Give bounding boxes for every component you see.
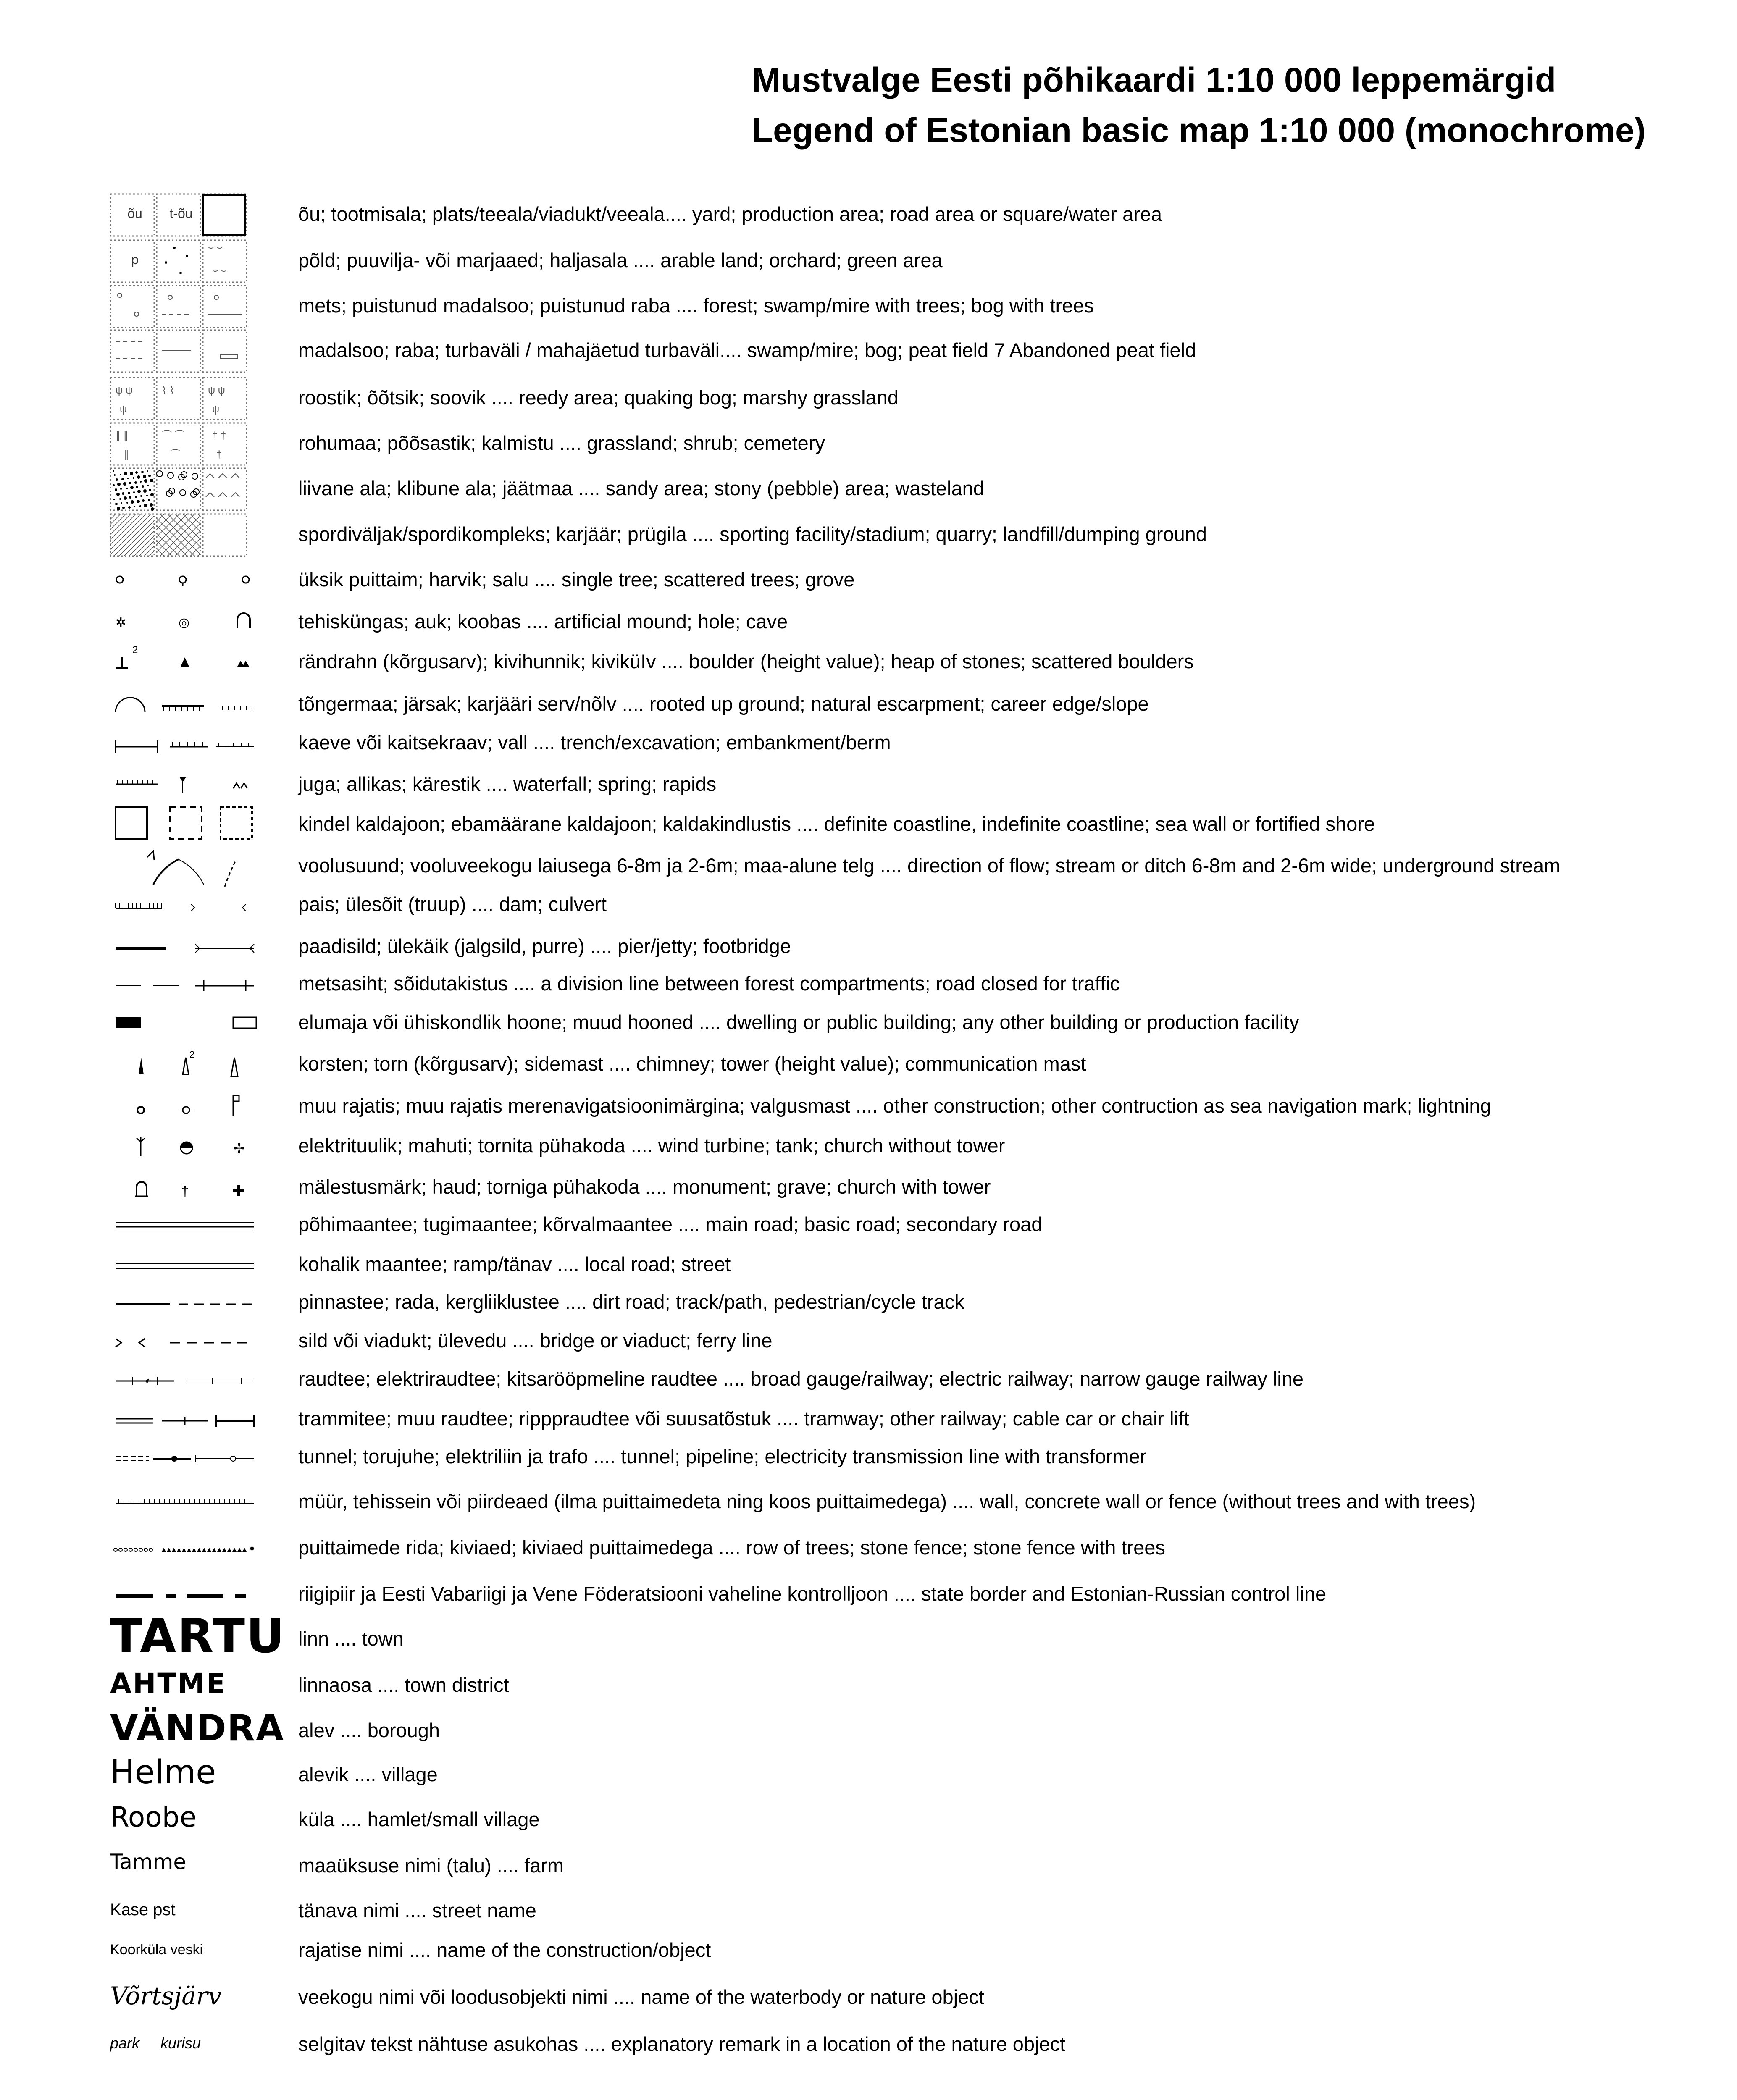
name-description: rajatise nimi .... name of the construction/object xyxy=(298,1939,711,1961)
svg-text:ψ: ψ xyxy=(212,404,220,415)
legend-description: metsasiht; sõidutakistus .... a division line between forest compartments; road closed for traffic xyxy=(298,972,1120,995)
svg-text:⌒: ⌒ xyxy=(170,449,180,460)
svg-text:2: 2 xyxy=(132,644,138,656)
legend-description: rohumaa; põõsastik; kalmistu .... grassland; shrub; cemetery xyxy=(298,432,825,454)
place-name-sample: Koorküla veski xyxy=(110,1942,203,1958)
place-name-sample: AHTME xyxy=(110,1667,227,1700)
legend-description: trammitee; muu raudtee; ripppraudtee või suusatõstuk .... tramway; other railway; cable car or chair lift xyxy=(298,1407,1190,1430)
ln-dirtroad-symbol xyxy=(107,1281,258,1323)
ln-dam-symbol xyxy=(107,883,258,925)
svg-text:✲: ✲ xyxy=(116,616,126,630)
legend-description: puittaimede rida; kiviaed; kiviaed puittaimedega .... row of trees; stone fence; stone fence with trees xyxy=(298,1536,1165,1559)
svg-text:†: † xyxy=(216,449,222,460)
svg-text:⌣ ⌣: ⌣ ⌣ xyxy=(212,265,227,275)
legend-description: tõngermaa; järsak; karjääri serv/nõlv .... rooted up ground; natural escarpment; career edge/slope xyxy=(298,693,1149,715)
area-sample-label: p xyxy=(131,252,139,267)
pt-boulder-symbol xyxy=(107,640,258,682)
svg-text:∥ ∥: ∥ ∥ xyxy=(116,430,129,441)
svg-text:✚: ✚ xyxy=(232,1182,245,1200)
svg-text:ψ ψ: ψ ψ xyxy=(116,385,133,396)
svg-text:⌣ ⌣: ⌣ ⌣ xyxy=(208,242,223,252)
ln-pier-symbol xyxy=(107,925,258,967)
area-sand-symbol xyxy=(107,467,258,509)
svg-text:†: † xyxy=(181,1184,189,1200)
place-name-sample: VÄNDRA xyxy=(110,1707,285,1749)
legend-description: mets; puistunud madalsoo; puistunud raba .... forest; swamp/mire with trees; bog with trees xyxy=(298,294,1094,317)
area-forest-symbol xyxy=(107,285,258,327)
legend-description: elektrituulik; mahuti; tornita pühakoda .... wind turbine; tank; church without tower xyxy=(298,1134,1005,1157)
legend-description: roostik; õõtsik; soovik .... reedy area; quaking bog; marshy grassland xyxy=(298,386,899,409)
name-description: alevik .... village xyxy=(298,1763,438,1785)
legend-description: riigipiir ja Eesti Vabariigi ja Vene Föderatsiooni vaheline kontrolljoon .... state border and Estonian-Russian control line xyxy=(298,1583,1327,1605)
ln-localroad-symbol xyxy=(107,1243,258,1285)
legend-description: õu; tootmisala; plats/teeala/viadukt/veeala.... yard; production area; road area or square/water area xyxy=(298,203,1162,225)
legend-description: põhimaantee; tugimaantee; kõrvalmaantee .... main road; basic road; secondary road xyxy=(298,1213,1043,1235)
ln-tunnel-symbol xyxy=(107,1436,258,1478)
place-name-sample: Tamme xyxy=(110,1850,187,1874)
legend-description: pinnastee; rada, kergliiklustee .... dirt road; track/path, pedestrian/cycle track xyxy=(298,1291,964,1313)
name-description: linn .... town xyxy=(298,1628,404,1650)
area-yard-symbol xyxy=(107,193,258,235)
legend-description: spordiväljak/spordikompleks; karjäär; prügila .... sporting facility/stadium; quarry; landfill/dumping ground xyxy=(298,523,1207,545)
name-description: veekogu nimi või loodusobjekti nimi .... name of the waterbody or nature object xyxy=(298,1986,984,2008)
place-name-sample: TARTU xyxy=(110,1609,286,1664)
pt-tree-symbol xyxy=(107,559,258,601)
svg-text:ψ ψ: ψ ψ xyxy=(208,385,225,396)
place-name-sample: Võrtsjärv xyxy=(110,1982,222,2010)
legend-description: voolusuund; vooluveekogu laiusega 6-8m ja 2-6m; maa-alune telg .... direction of flow; stream or ditch 6-8m and 2-6m wide; underground stream xyxy=(298,854,1561,877)
legend-description: kohalik maantee; ramp/tänav .... local road; street xyxy=(298,1253,731,1275)
svg-text:∥: ∥ xyxy=(124,449,129,460)
place-name-sample: Kase pst xyxy=(110,1900,176,1919)
legend-description: müür, tehissein või piirdeaed (ilma puittaimedeta ning koos puittaimedega) .... wall, concrete wall or fence (without trees and with trees) xyxy=(298,1490,1476,1512)
legend-description: rändrahn (kõrgusarv); kivihunnik; kiviküIv .... boulder (height value); heap of stones; scattered boulders xyxy=(298,650,1194,672)
pt-monument-symbol xyxy=(107,1166,258,1208)
legend-description: põld; puuvilja- või marjaaed; haljasala .... arable land; orchard; green area xyxy=(298,249,943,271)
pt-wind-symbol xyxy=(107,1125,258,1167)
area-reed-symbol xyxy=(107,377,258,419)
place-name-sample: park kurisu xyxy=(110,2034,201,2052)
ln-trees-symbol xyxy=(107,1527,258,1569)
legend-description: madalsoo; raba; turbaväli / mahajäetud turbaväli.... swamp/mire; bog; peat field 7 Abandoned peat field xyxy=(298,339,1196,361)
name-description: küla .... hamlet/small village xyxy=(298,1808,540,1830)
area-sample-label: t-õu xyxy=(169,206,193,221)
svg-text:⌒ ⌒: ⌒ ⌒ xyxy=(162,430,185,441)
svg-text:† †: † † xyxy=(212,430,226,441)
pt-chimney-symbol xyxy=(107,1043,258,1085)
area-sport-symbol xyxy=(107,513,258,555)
name-description: selgitav tekst nähtuse asukohas .... explanatory remark in a location of the nature object xyxy=(298,2033,1066,2055)
legend-description: tehisküngas; auk; koobas .... artificial mound; hole; cave xyxy=(298,610,788,633)
ln-flow-symbol xyxy=(107,845,258,887)
svg-text:⌇ ⌇: ⌇ ⌇ xyxy=(162,385,175,396)
legend-description: sild või viadukt; ülevedu .... bridge or viaduct; ferry line xyxy=(298,1329,773,1352)
name-description: tänava nimi .... street name xyxy=(298,1899,536,1922)
legend-description: pais; ülesõit (truup) .... dam; culvert xyxy=(298,893,607,915)
pt-construction-symbol xyxy=(107,1085,258,1127)
name-description: maaüksuse nimi (talu) .... farm xyxy=(298,1854,564,1877)
area-grass-symbol xyxy=(107,422,258,464)
svg-text:2: 2 xyxy=(189,1049,195,1060)
legend-description: juga; allikas; kärestik .... waterfall; spring; rapids xyxy=(298,773,717,795)
map-title-english: Legend of Estonian basic map 1:10 000 (monochrome) xyxy=(752,111,1646,150)
legend-description: mälestusmärk; haud; torniga pühakoda .... monument; grave; church with tower xyxy=(298,1176,991,1198)
pt-mound-symbol xyxy=(107,601,258,643)
legend-description: tunnel; torujuhe; elektriliin ja trafo .... tunnel; pipeline; electricity transmission line with transformer xyxy=(298,1445,1147,1467)
legend-description: kaeve või kaitsekraav; vall .... trench/excavation; embankment/berm xyxy=(298,731,891,753)
place-name-sample: Helme xyxy=(110,1754,216,1791)
legend-description: elumaja või ühiskondlik hoone; muud hooned .... dwelling or public building; any other building or production facility xyxy=(298,1011,1299,1033)
area-sample-label: õu xyxy=(127,206,142,221)
ln-railway-symbol xyxy=(107,1358,258,1400)
svg-text:◎: ◎ xyxy=(179,616,190,630)
legend-description: paadisild; ülekäik (jalgsild, purre) .... pier/jetty; footbridge xyxy=(298,935,791,957)
ln-tram-symbol xyxy=(107,1398,258,1440)
area-field-symbol xyxy=(107,239,258,281)
svg-text:ψ: ψ xyxy=(120,404,127,415)
pt-building-symbol xyxy=(107,1001,258,1043)
ln-mainroad-symbol xyxy=(107,1203,258,1245)
pt-coast-symbol xyxy=(107,803,258,845)
ln-division-symbol xyxy=(107,963,258,1005)
legend-description: raudtee; elektriraudtee; kitsarööpmeline raudtee .... broad gauge/railway; electric railway; narrow gauge railway line xyxy=(298,1368,1304,1390)
ln-trench-symbol xyxy=(107,722,258,764)
ln-wall-symbol xyxy=(107,1480,258,1522)
place-name-sample: Roobe xyxy=(110,1801,197,1833)
svg-text:✢: ✢ xyxy=(233,1141,245,1157)
legend-description: kindel kaldajoon; ebamäärane kaldajoon; kaldakindlustis .... definite coastline, indefinite coastline; sea wall or fortified shore xyxy=(298,813,1375,835)
legend-description: üksik puittaim; harvik; salu .... single tree; scattered trees; grove xyxy=(298,568,855,591)
name-description: linnaosa .... town district xyxy=(298,1674,509,1696)
ln-border-symbol xyxy=(107,1573,258,1615)
ln-waterfall-symbol xyxy=(107,763,258,805)
ln-escarp-symbol xyxy=(107,683,258,725)
area-swamp-symbol xyxy=(107,329,258,371)
ln-bridge-symbol xyxy=(107,1320,258,1362)
map-title-estonian: Mustvalge Eesti põhikaardi 1:10 000 leppemärgid xyxy=(752,61,1556,99)
name-description: alev .... borough xyxy=(298,1719,440,1741)
legend-description: muu rajatis; muu rajatis merenavigatsioonimärgina; valgusmast .... other construction; other contruction as sea navigation mark; lightning xyxy=(298,1095,1491,1117)
legend-description: liivane ala; klibune ala; jäätmaa .... sandy area; stony (pebble) area; wasteland xyxy=(298,477,984,499)
legend-description: korsten; torn (kõrgusarv); sidemast .... chimney; tower (height value); communication mast xyxy=(298,1053,1086,1075)
